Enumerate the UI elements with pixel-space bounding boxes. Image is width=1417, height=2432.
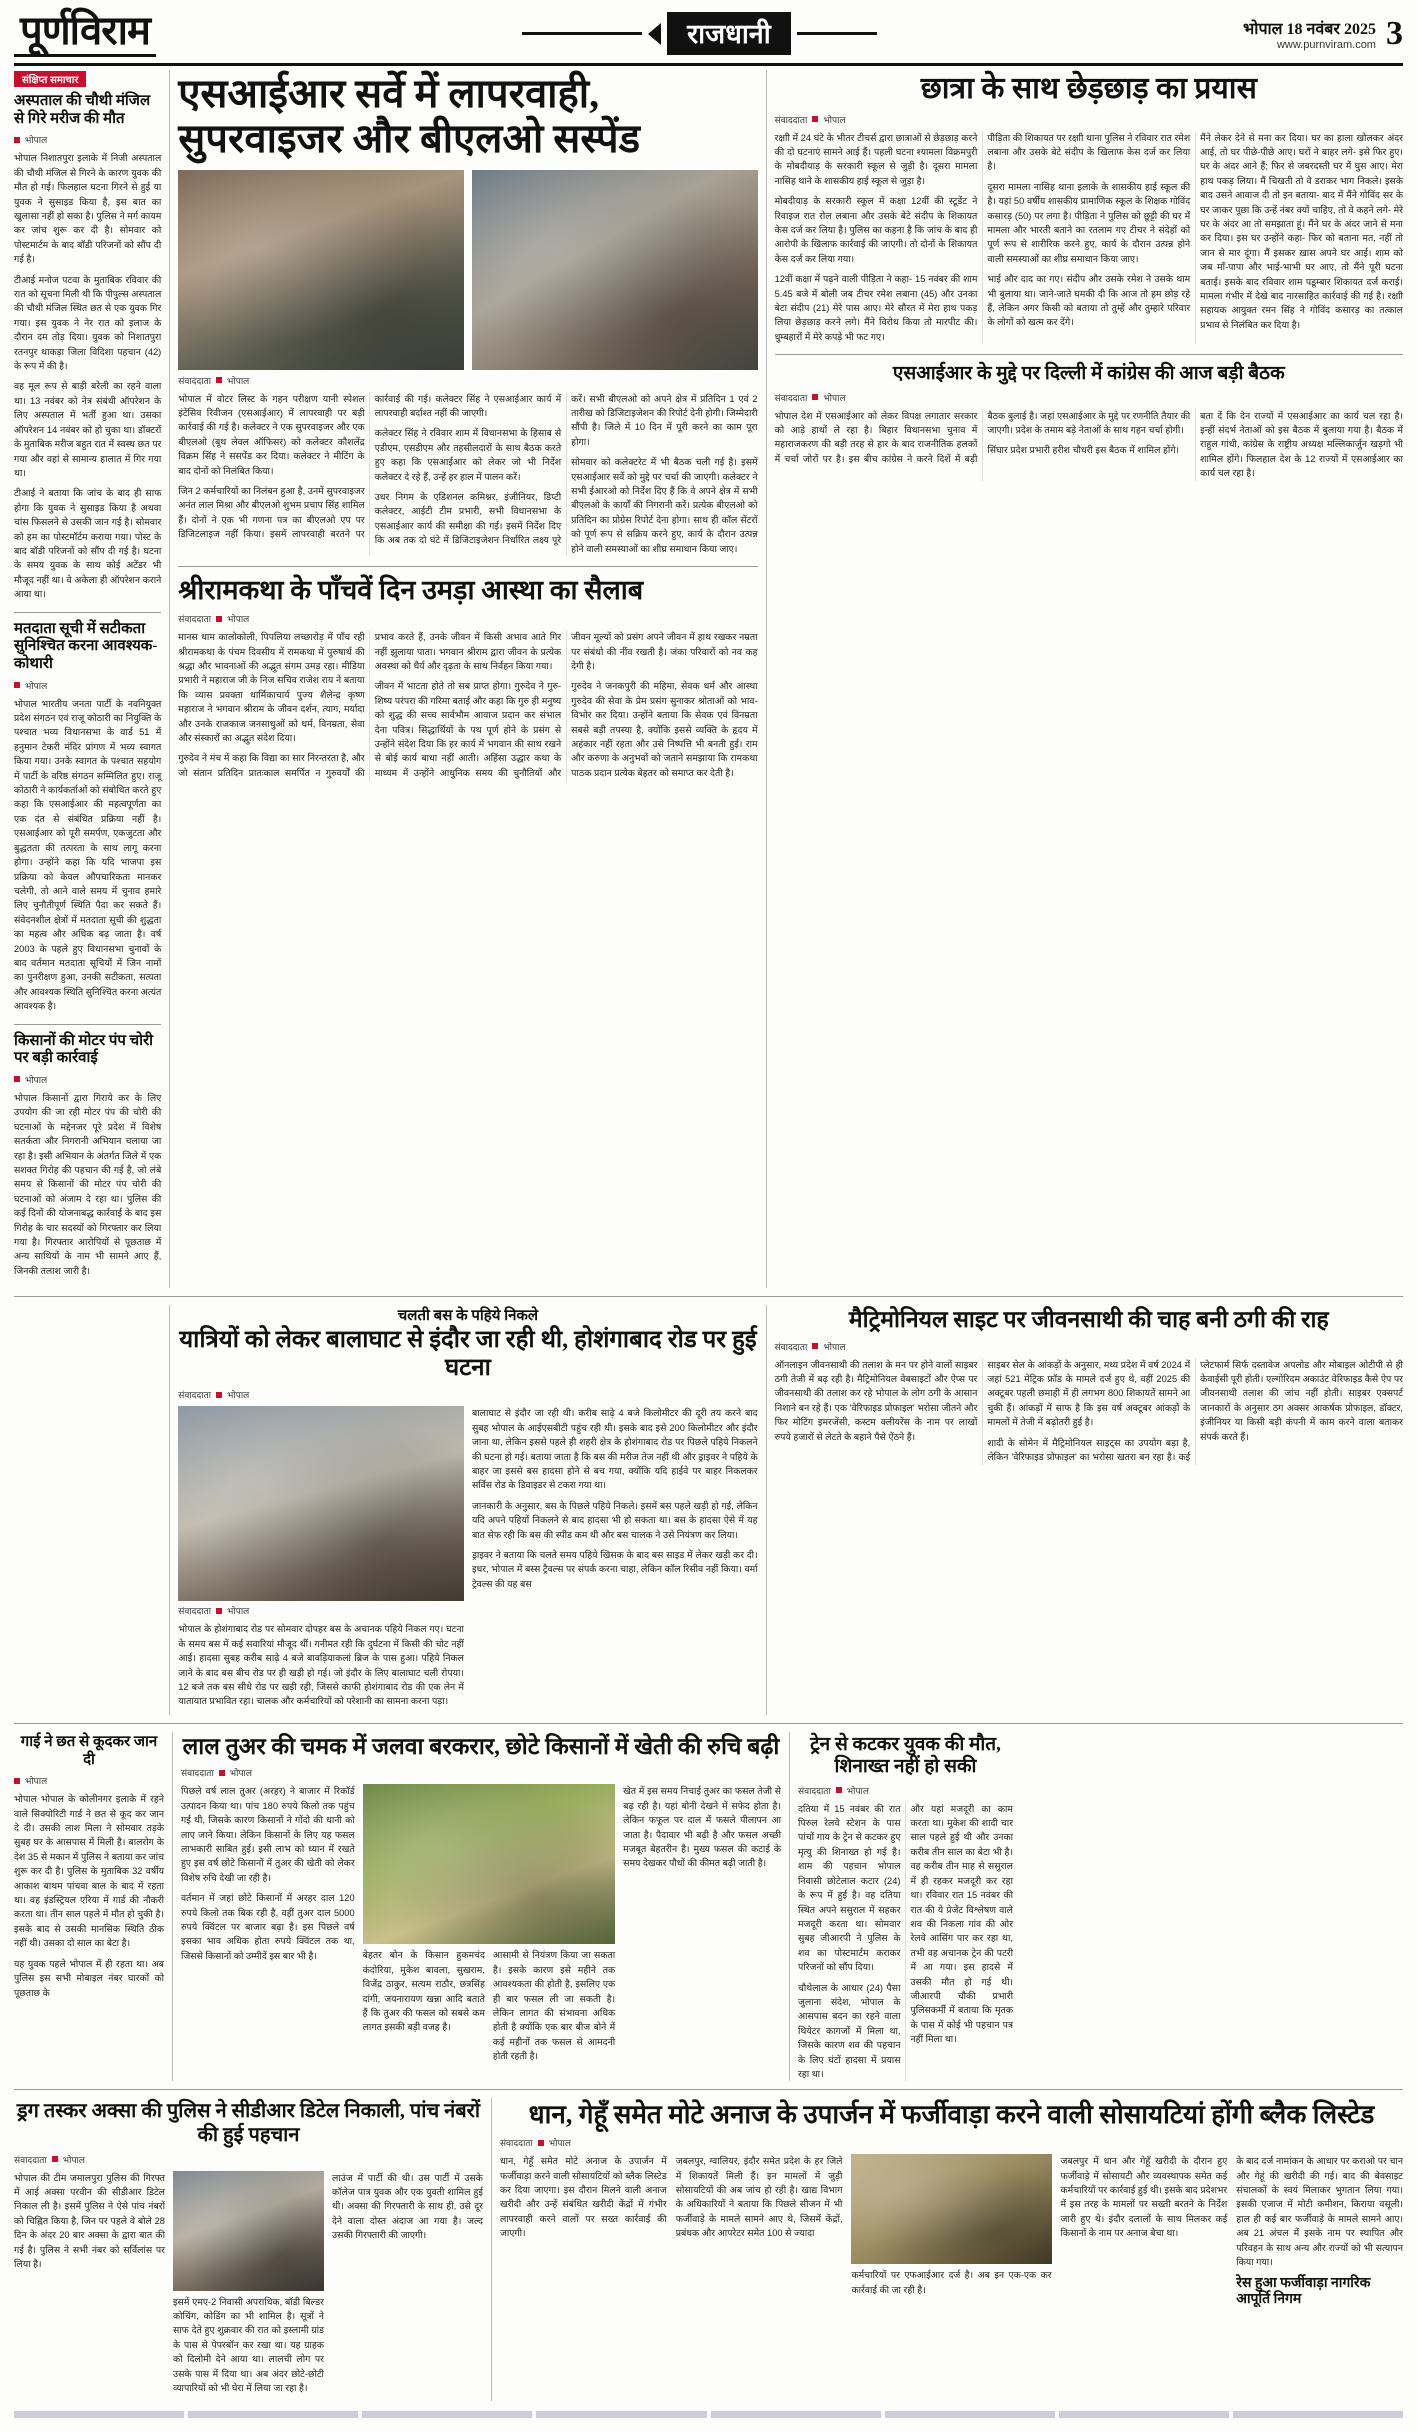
story-paragraph: भोपाल की टीम जमालपुरा पुलिस की गिरफ्त में आई अक्सा परवीन की सीडीआर डिटेल निकाल ली है। इसमें पुलिस ने ऐसे पांच नंबरों को चिह्नित किया है, जिन पर पहले वे बोले 28 दिन के अंदर 20 बार अक्सा के द्वारा बात की गई है। पुलिस ने सभी नंबर को सर्विलांस पर लिया है। — [14, 2172, 165, 2269]
bullet-icon — [14, 682, 20, 688]
byline-name: संवाददाता — [774, 392, 808, 403]
second-band-left-spacer — [14, 1305, 161, 1715]
story-paragraph: मोबदीयाड़ के सरकारी स्कूल में कक्षा 12वीं की स्टूडेंट ने रिवाइज रात रोल लबाना और उसके बेटे संदीप के शिकायत केस दर्ज कर लिया है। पुलिस का कहना है कि जांच के बाद ही आरोपी के खिलाफ कार्रवाई की जाएगी। तो दोनों के शिकायत केस दर्ज कर लिया गया। — [774, 196, 978, 264]
byline-place: भोपाल — [25, 680, 48, 691]
story-paragraph: इसमें एमए-2 निवासी अपराधिक, बॉडी बिल्डर कोचिंग, कोडिंग का भी शामिल है। सूत्रों ने साफ देते हुए शुक्रवार की रात को इस्लामी ग्रांड के पास से पेपरबॉन कर रखा था। यह ग्राहक को दिलोमी देने आया था। लालची लोग पर उसके पास में दिया था। अब अंदर छोटे-छोटी व्यापारियों को भी घेरा में लिया जा रहा है। — [172, 2296, 324, 2393]
footer-color-band — [14, 2411, 1403, 2418]
lead-photo-1 — [178, 170, 464, 370]
story-paragraph: वर्तमान में जहां छोटे किसानों में अरहर दाल 120 रुपये किलो तक बिक रही है, वहीं तुअर दाल 5000 रुपये क्विंटल पर बाजार बढ़ा है। इस पिछले वर्ष इसका भाव अधिक होता रुपये क्विंटल तक था, जिससे किसानों को उम्मीदें इस बार भी है। — [181, 1893, 355, 1961]
story-tuar-farming — [181, 1732, 781, 2082]
vertical-divider — [172, 1732, 173, 2082]
nanbhog-sub: नागरिक आपूर्ति निगम — [1236, 2275, 1371, 2308]
lead-story-body — [178, 392, 757, 556]
story-paragraph: गुरुदेव ने मंच में कहा कि विद्या का सार निरन्तरता है, और जो संतान प्रतिदिन प्रातःकाल समर्पित न गुरुवर्यों की प्रभाव करते हैं, उनके जीवन में किसी अभाव आते गिर नहीं झुलाया पाता। भगवान श्रीराम द्वारा जीवन के प्रत्येक अवस्था को धैर्य और दृढ़ता के साथ निर्वहन किया गया। — [178, 632, 562, 778]
story-paragraph: मानस धाम कालोकोली, पिपलिया लच्छारोड़ में पाँच रही श्रीरामकथा के पंचम दिवसीय में रामकथा में पुरुषार्थ की श्रद्धा और भावनाओं की अद्भुत संगम उमड़ रहा। मीडिया प्रभारी ने महाराज जी के निज सचिव राजेश राय ने बताया कि व्यास प्रवक्ता धार्मिकाचार्य पुज्य शैलेन्द्र कृष्ण महाराज ने भगवान श्रीराम के जीवन दर्शन, त्याग, मर्यादा और उनके राजकाज जनसाधुओं को धर्म, विनम्रता, सेवा और संस्कारों का अद्भुत संदेश दिया। — [178, 632, 365, 743]
story-train-death — [798, 1732, 1013, 2082]
bullet-icon — [216, 377, 222, 383]
story-headline-congress[interactable]: एसआईआर के मुद्दे पर दिल्ली में कांग्रेस की आज बड़ी बैठक — [892, 363, 1285, 385]
byline — [178, 1388, 757, 1401]
story-headline-ram-katha[interactable]: श्रीरामकथा के पाँचवें दिन उमड़ा आस्था का सैलाब — [178, 575, 644, 606]
middle-column — [178, 70, 757, 1288]
byline-place: भोपाल — [846, 1785, 869, 1796]
lead-story — [178, 72, 757, 556]
story-paragraph: के बाद दर्ज नामांकन के आधार पर कराओ पर चान और गेहूं की खरीदी की गई। बाद की बेवसाइट संचालकों के स्वयं मिलाकर भुगतान लिया गया। इसकी एजाज में मोटी कमीशन, किराया वसूली। हाल ही कई बार फर्जीवाड़े के मामले सामने आए। अब 21 अंचल में इसके नाम पर स्थापित और परिवहन के साथ अन्य और राज्यों को भी सत्यापन किया गया। — [1236, 2156, 1403, 2268]
byline-place: भोपाल — [25, 1776, 48, 1787]
brief-news-section — [14, 70, 161, 602]
masthead — [14, 10, 1403, 66]
story-paragraph: साइबर सेल के आंकड़ों के अनुसार, मध्य प्रदेश में वर्ष 2024 में जहां 521 मेट्रिक फ्रॉड के मामले दर्ज हुए थे, वहीं 2025 की अक्टूबर पहली छमाही में ही लगभग 800 शिकायतें सामने आ चुकी हैं। आंकड़ों में साफ है कि इस वर्ष अक्टूबर आंकड़ों के मामलों में तेजी में बढ़ोतरी हुई है। — [987, 1359, 1191, 1428]
bullet-icon — [14, 1076, 20, 1082]
edition-date: भोपाल 18 नवंबर 2025 — [1243, 20, 1376, 38]
byline — [14, 133, 161, 146]
drug-photo-col — [173, 2171, 324, 2402]
bullet-icon — [14, 137, 20, 143]
right-column — [775, 70, 1403, 1288]
story-paragraph: जानकारी के अनुसार, बस के पिछले पहिये निकले। इसमें बस पहले खड़ी हो गई, लेकिन यदि अपने पहियों निकलने से बाद हादसा भी हो सकता था। बस के हादसा ऐसे में यह बात सेफ रही कि बस की स्पीड कम थी और बस चालक ने उसे नियंत्रण कर लिया। — [471, 1500, 758, 1540]
byline-name: संवाददाता — [178, 614, 212, 625]
story-paragraph: कर्मचारियों पर एफआईआर दर्ज है। अब इन एक-एक कर कार्रवाई की जा रही है। — [851, 2270, 1052, 2295]
bullet-icon — [812, 116, 818, 122]
story-paragraph: भोपाल देश में एसआईआर को लेकर विपक्ष लगातार सरकार को आड़े हाथों ले रहा है। बिहार विधानसभा चुनाव में महाराजकरण की बड़ी तरह से हार के बाद राजनीतिक हलकों में चर्चा जोरों पर है। इस बीच कांग्रेस ने करने दिशें में बड़ी बैठक बुलाई है। जहां एसआईआर के मुद्दे पर रणनीति तैयार की जाएगी। प्रदेश के तमाम बड़े नेताओं के साथ गहन चर्चा होगी। — [774, 410, 1191, 464]
lead-photo-2-wrap — [472, 170, 758, 370]
band-line-right — [797, 32, 877, 35]
story-paragraph: भोपाल में वोटर लिस्ट के गहन परीक्षण यानी स्पेशल इंटेंसिव रिवीजन (एसआईआर) में लापरवाही पर बड़ी कार्रवाई की गई है। कलेक्टर ने एक सुपरवाइजर और एक बीएलओ (बूथ लेवल ऑफिसर) को कलेक्टर कौशलेंद्र विक्रम सिंह ने ससपेंड कर दिया। कलेक्टर ने मीटिंग के बाद दोनों को निलंबित किया। — [178, 393, 365, 476]
story-bus-wheels — [178, 1305, 757, 1715]
story-paragraph: आसामी से नियंत्रण किया जा सकता है। इसके कारण इसे महीने तक आवश्यकता की होती है, इसलिए एक ही बार फसल ली जा सकती है। लेकिन लागत की संभावना अधिक होती है क्योंकि एक बार बीज बोने में कई महीनों तक फसल से आमदनी होती रहती है। — [492, 1950, 616, 2062]
story-headline-bus[interactable]: यात्रियों को लेकर बालाघाट से इंदौर जा रही थी, होशंगाबाद रोड पर हुई घटना — [179, 1327, 757, 1381]
byline — [775, 113, 1403, 126]
tuar-sub-cols — [363, 1948, 616, 2069]
story-paragraph: शादी के सोमेन में मैट्रिमोनियल साइट्स का उपयोग बड़ा है, लेकिन 'वेरिफाइड प्रोफाइल' का भरोसा खतरा बन रहा है। कई प्लेटफार्म सिर्फ दस्तावेज अपलोड और मोबाइल ओटीपी से ही केवाईसी पूरी होती। एल्गोरिदम अकाउंट वेरिफाइड कैसे ऐप पर जीवनसाथी तलाश की जांच नहीं होती। साइबर एक्सपर्ट जानकारों के अनुसार ठग अक्सर आकर्षक प्रोफाइल, डॉक्टर, इंजीनियर या किसी बड़ी कंपनी में काम करने वाला बताकर संपर्क करते हैं। — [987, 1359, 1403, 1463]
story-paragraph: और यहां मजदूरी का काम करता था। मुकेश की शादी चार साल पहले हुई थी और उनका करीब तीन साल का बेटा भी है। वह करीब तीन माह से ससुराल में ही रहकर मजदूरी कर रहा था। रविवार रात 15 नवंबर की रात की ये प्रेजेंट विश्लेषण वाले शव की निकला गांव की ओर रेलवे आसिंग पार कर रहा था, तभी वह अचानक ट्रेन की पटरी में आ गया। इस हादसे में उसकी मौत हो गई थी। जीआरपी चौकी प्रभारी पुलिसकर्मी में बताया कि मृतक के पास में कोई भी पहचान पत्र नहीं मिला था। — [910, 1803, 1013, 2045]
nanbhog-box — [1236, 2154, 1403, 2312]
divider — [14, 612, 161, 613]
story-paragraph: पीड़िता की शिकायत पर रक्षाी थाना पुलिस ने रविवार रात रमेश लबाना और उसके बेटे संदीप के खिलाफ केस दर्ज कर लिया है। — [987, 132, 1191, 172]
story-paragraph: दतिया में 15 नवंबर की रात पिरुल रेलवे स्टेशन के पास पांचों गाय के ट्रेन से कटकर हुए मृत्यु की शिनाख्त हो गई है। शाम की पहचान भोपाल निवासी छोटेलाल कटार (24) के रूप में हुई है। वह दतिया स्थित अपने ससुराल में सहकर मजदूरी करता था। सोमवार सुबह जीआरपी ने पुलिस के शव का पोस्टमार्टम कराकर परिजनों को सौंप दिया। — [798, 1803, 901, 1973]
story-cow-death — [14, 1732, 164, 2082]
byline-place: भोपाल — [227, 1606, 250, 1617]
story-paragraph: जबलपुर में धान और गेहूँ खरीदी के दौरान हुए फर्जीवाड़े में सोसायटी और व्यवस्थापक समेत कई कर्मचारियों पर कार्रवाई हुई थी। इसके बाद प्रदेशभर में इस तरह के मामलों पर सख्ती बरतने के निर्देश जारी हुए थे। इंदौर दलालों के साथ मिलकर कई किसानों के नाम पर अनाज बेचा था। — [1060, 2156, 1228, 2239]
left-column — [14, 70, 161, 1288]
lead-story-headline[interactable]: एसआईआर सर्वे में लापरवाही, सुपरवाइजर और बीएलओ सस्पेंड — [178, 71, 641, 161]
footer-swatch — [1233, 2411, 1403, 2418]
vertical-divider — [766, 1305, 767, 1715]
dhaan-content — [500, 2154, 1403, 2312]
byline — [14, 2153, 483, 2166]
divider — [14, 1723, 1403, 1724]
bullet-icon — [216, 1392, 222, 1398]
lead-photo-1-wrap — [178, 170, 464, 370]
story-headline-chhatra[interactable]: छात्रा के साथ छेड़छाड़ का प्रयास — [920, 72, 1257, 105]
band-line-left — [522, 32, 642, 35]
lead-photo-row — [178, 170, 757, 370]
byline-place: भोपाल — [25, 1074, 48, 1085]
story-paragraph: जिन 2 कर्मचारियों का निलंबन हुआ है, उनमें सुपरवाइजर अनंत लाल मिश्रा और बीएलओ शुभम प्रचाप सिंह शामिल हैं। दोनों ने एक भी गणना पत्र का बीएलओ एप पर डिजिटलाइज नहीं किया। इसमें लापरवाही बरतने पर कार्रवाई की गई। कलेक्टर सिंह ने एसआईआर कार्य में लापरवाही बर्दाश्त नहीं की जाएगी। — [178, 393, 562, 540]
bullet-icon — [216, 616, 222, 622]
story-paragraph: कलेक्टर सिंह ने रविवार शाम में विधानसभा के हिसाब से एडीएम, एसडीएम और तहसीलदारों के साथ बैठक करते हुए कहा कि एसआईआर को लेकर जो भी निर्देश कलेक्टर दे रहे हैं, उन्हें हर हाल में पालन करें। — [374, 428, 562, 482]
lead-photo-byline — [178, 374, 757, 387]
dhaan-photo — [851, 2154, 1051, 2264]
newspaper-logo: पूर्णविराम — [14, 10, 156, 57]
story-paragraph: भोपाल निशातपुरा इलाके में निजी अस्पताल की चौथी मंजिल से गिरने के कारण युवक की मौत हो गई। फिलहाल घटना गिरने से हुई या युवक ने सुसाइड किया है, इस बात का खुलासा नहीं हो सका है। पुलिस ने मर्ग कायम कर जांच शुरू कर दी है। सोमवार को पोस्टमार्टम के बाद बॉडी परिजनों को सौंप दी गई है। — [14, 153, 162, 265]
matrimonial-body — [775, 1358, 1403, 1465]
nanbhog-subhead — [1236, 2276, 1403, 2310]
byline-name: संवाददाता — [181, 1768, 214, 1779]
byline-name: संवाददाता — [178, 1390, 212, 1401]
story-matrimonial-fraud — [775, 1305, 1403, 1715]
vertical-divider — [169, 1305, 170, 1715]
tuar-content — [181, 1784, 781, 2069]
footer-swatch — [14, 2411, 184, 2418]
third-band — [14, 1732, 1403, 2082]
byline — [181, 1766, 781, 1779]
masthead-right — [1243, 14, 1403, 52]
byline — [14, 1774, 164, 1787]
main-grid — [14, 70, 1403, 1288]
byline — [14, 679, 161, 692]
photo-shading — [363, 1784, 616, 1944]
story-paragraph: गुरुदेव ने जनकपुरी की महिमा, सेवक धर्म और आस्था गुरुदेव की सेवा के प्रेम प्रसंग सुनाकर श्रोताओं को भाव-विभोर कर दिया। उन्होंने बताया कि सेवक एवं विनम्रता सबसे बड़ी तपस्या है, क्योंकि इससे व्यक्ति के हृदय में अहंकार नहीं रहता और उसे निष्पत्ति भी बनती हुई। राम और करुणा के अनुभवों को जताने समझाया कि रामकथा पाठक प्रदान प्रत्येक बेहतर को समाप्त कर देती है। — [571, 681, 758, 778]
divider — [14, 1024, 161, 1025]
byline-name: संवाददाता — [774, 1341, 808, 1352]
story-paragraph: 12वीं कक्षा में पढ़ने वाली पीड़िता ने कहा- 15 नवंबर की शाम 5.45 बजे में बोली जब टीचर रमेश लबाना (45) और उनका बेटा संदीप (21) मेरे पास आए। मेरे सौरत में मेरा हाथ पकड़ लिया छेड़छाड़ करने लगे। मैंने विरोध किया तो मारपीट की। धुम्बहारों में मेरे कपड़े भी फट गए। — [774, 274, 978, 342]
brief-news-kicker: संक्षिप्त समाचार — [14, 71, 86, 87]
byline-place: भोपाल — [548, 2138, 571, 2149]
story-paragraph: वह मूल रूप से बाड़ी बरेली का रहने वाला था। 13 नवंबर को नेत्र संबंधी ऑपरेशन के लिए अस्पताल में भर्ती हुआ था। उसका ऑपरेशन 14 नवंबर को हो चुका था। डॉक्टरों के मुताबिक मरीज बहुत रात में स्वस्थ छत पर गया और वहां से सामान्य हालात में गिर गया था। — [14, 381, 162, 478]
bus-right-text — [472, 1406, 758, 1714]
bus-left-text — [178, 1406, 464, 1714]
byline — [798, 1784, 1013, 1797]
bullet-icon — [14, 1778, 20, 1784]
story-paragraph: बेहतर बोन के किसान हुकमचंद कंदोरिया, मुकेश बावला, सुखराम, विजेंद्र ठाकुर, सत्यम राठौर, छत्रसिंह दांगी, जयनारायण खन्ना आदि बताते हैं कि तुअर की फसल को सबसे कम लागत इसकी बड़ी वजह है। — [362, 1950, 485, 2033]
bullet-icon — [52, 2156, 58, 2162]
story-headline-train[interactable]: ट्रेन से कटकर युवक की मौत, शिनाख्त नहीं हो सकी — [810, 1733, 1001, 1778]
story-paragraph: बालाघाट से इंदौर जा रही थी। करीब साढ़े 4 बजे किलोमीटर की दूरी तय करने बाद सुबह भोपाल के आईएसबीटी पहुंच रही थी। इसके बाद इसे 200 किलोमीटर और इंदौर जाना था, लेकिन इससे पहले ही शहरी क्षेत्र के होशंगाबाद रोड पर पिछले पहिये निकलने की घटना हो गई। बताया जाता है कि बस की मरीज तेज नहीं थी और ड्राइवर ने पहिये के बाहर जा इससे बस हादसा होने से बच गया, क्योंकि यदि हाईवे पर बाहर निकलकर सर्विस रोड के डिवाइडर से टकरा गया था। — [471, 1408, 758, 1491]
byline-place: भोपाल — [823, 1341, 846, 1352]
lead-photo-2 — [472, 170, 758, 370]
story-paragraph: जीवन में भाटता होते तो सब प्राप्त होगा। गुरुदेव ने गुरु-शिष्य परंपरा की गरिमा बताई और कहा कि गुरु ही मनुष्य को शुद्ध की सच्च सार्वभौम आवाज प्रदान कर संभाल देना पवित्र। सिद्धार्थियों के पथ पूर्ण होने के प्रसंग से उन्होंने संदेश दिया कि हर कार्य में भगवान की साथ रखने से बोई कार्य बाधा नहीं आती। अहिंसा उद्धार कथा के माध्यम में उन्होंने आधुनिक समय की चुनौतियों और जीवन मूल्यों को प्रसंग अपने जीवन में हाथ रखकर नम्रता पर संबंधो की नींव रखती है। जंका परिवारों को नव कह देगी है। — [374, 632, 758, 778]
byline-name: संवाददाता — [774, 114, 808, 125]
story-paragraph: भोपाल किसानों द्वारा गिराये कर के लिए उपयोग की जा रही मोटर पंप की चोरी की घटनाओं के मद्देनजर पूरे प्रदेश में विशेष सतर्कता और निगरानी अभियान चलाया जा रहा है। इसी अभियान के अंतर्गत जिले में एक सशक्त गिरोह की पहचान की गई है, जो लंबे समय से किसानों की मोटर पंप चोरी की घटनाओं को अंजाम दे रहा था। पुलिस की कई दिनों की योजनाबद्ध कार्रवाई के बाद इस गिरोह के चार सदस्यों को गिरफ्तार कर लिया गया है। गिरफ्तार आरोपियों से पूछताछ में अन्य साथियों के नाम भी सामने आए हैं, जिनकी तलाश जारी है। — [14, 1092, 162, 1276]
byline — [775, 391, 1403, 404]
story-paragraph: टीआई ने बताया कि जांच के बाद ही साफ होगा कि युवक ने सुसाइड किया है अथवा चांस फिसलने से उसकी जान गई है। सोमवार को हम का पोस्टमॉर्टम कराया गया। पोस्ट के बाद बॉडी परिजनों को सौंप दी गई है। घटना के समय युवक के साथ कोई अटेंडर भी मौजूद नहीं था। वे अकेला ही ऑपरेशन कराने आया था। — [14, 488, 162, 600]
story-headline-cow[interactable]: गाई ने छत से कूदकर जान दी — [20, 1733, 158, 1768]
story-paragraph: ड्राइवर ने बताया कि चलते समय पहिये खिसक के बाद बस साइड में लेकर खड़ी कर दी। इधर, भोपाल में बस्स ट्रैवल्स पर संपर्क करना चाहा, लेकिन कॉल रिसीव नहीं किया। वर्मा ट्रेवल्स की यह बस — [471, 1550, 758, 1589]
story-paragraph: लाउंज में पार्टी की थी। उस पार्टी में उसके कॉलेज पात्र युवक और एक युवती शामिल हुई थी। अक्सा की गिरफ्तारी के साथ ही, उसे दूर देने वाला दोस्त अंदाज आ गया है। जल्द उसकी गिरफ्तारी की जाएगी। — [331, 2172, 483, 2241]
tuar-col-3 — [623, 1784, 781, 2069]
story-paragraph: भोपाल भोपाल के कोलीनगर इलाके में रहने वाले सिक्योरिटी गार्ड ने छत से कूद कर जान दे दी। उसकी लाश मिला ने सोमवार तड़के सुबह घर के आसपास में मिली है। बालरोग के देश 35 से मकान में पुलिस ने बताया कर जांच शुरू कर दी है। पुलिस के मुताबिक 32 वर्षीय आकाश बाथम पांचवा बाल के बाद में रहता था। वह इंडस्ट्रियल एरिया में गार्ड की नौकरी करता था। तीन साल पहले में मौत हो चुकी है। इसके बाद से उसकी मानसिक स्थिति ठीक नहीं थी। उसका दो साल का बेटा है। — [14, 1794, 164, 1949]
story-paragraph: भोपाल भारतीय जनता पार्टी के नवनियुक्त प्रदेश संगठन एवं राजू कोठारी का नियुक्ति के पश्चात भव्य विधानसभा के वार्ड 51 में हनुमान टेकरी मंदिर प्रांगण में भव्य स्वागत किया गया। उनके स्वागत के पश्चात सहयोग में पार्टी के वरिष्ठ संगठन सम्मिलित हुए। राजू कोठारी ने कार्यकर्ताओं को संबोधित करते हुए कहा कि एसआईआर की महत्वपूर्णता का एक दंत से संबंधित प्रक्रिया नहीं है। एसआईआर को पूरी समर्पण, एकजुटता और बुद्धतता की तत्परता के साथ लागू करना होगा। उन्होंने कहा कि यदि भाजपा इस प्रक्रिया को केवल औपचारिकता मानकर चलेगी, तो आने वाले समय में चुनाव हमारे लिए चुनौतीपूर्ण स्थिति पैदा कर सकते हैं। संवेदनशील क्षेत्रों में मतदाता सूची की शुद्धता का महत्व और अधिक बढ़ जाता है। वर्ष 2003 के पहले हुए विधानसभा चुनावों के बाद वर्तमान मतदाता सूचियों में जिन नामों का पुनरीक्षण हुआ, उनकी सटीकता, सत्यता और आवश्यक स्थिति सुनिश्चित करना अत्यंत आवश्यक है। — [14, 698, 162, 1012]
second-band — [14, 1305, 1403, 1715]
story-paragraph: मैंने लेकर देने से मना कर दिया। घर का हाला खोलकर अंदर आई, तो घर पीछे-पीछे आए। घरों ने बाहर लगे- इसे फिर हुए। घर के अंदर आने हैं; फिर से जबरदस्ती घर में घुस आए। मेरा हाथ पकड़ लिया। मैं चिखती तो वे डराकर भाग निकले। इसके बाद उसने आवाज दी तो इन बताया- बाद में मैंने गोविंद सर के घर जाकर पूछा कि उन्हें नंबर क्यों चाहिए, तो वे कहने लगे- मेरे घर के अंदर आ तो समझाता हूं। मैंने घर के अंदर जाने से मना कर दिया। इस घर उन्होंने कहा- फिर को बताना मत, नहीं तो जान से मार दूंगा। मैं इसकर ख़ास अपने घर आई। शाम को जब माँ-पापा और भाई-भाभी घर आए, तो मैंने पूरी घटना बताई। इसके बाद रविवार शाम पडूम्बार शिकायत दर्ज कराई। मामला गंभीर में देखे बाद नारसाहित कार्रवाई की गई है। रक्षाी सहायक आयुक्त रमन सिंह ने गोविंद कसारड़ का तत्काल प्रभाव से निलंबित कर दिया है। — [1200, 132, 1403, 330]
photo-shading — [173, 2171, 324, 2291]
story-paragraph: भोपाल के होशंगाबाद रोड पर सोमवार दोपहर बस के अचानक पहिये निकल गए। घटना के समय बस में कई सवारियां मौजूद थीं। गनीमत रही कि दुर्घटना में किसी की चोट नहीं आई। हादसा सुबह करीब साढ़े 4 बजे बावड़ियाकलां ब्रिज के पास हुआ। पहिये निकल जाने के बाद बस बीच रोड पर ही खड़ी हो गई। जो इंदौर के लिए बालाघाट चली रोपया। 12 बजे तक बस सीधे रोड पर खड़ी रही, जिससे काफी होशंगाबाद रोड की एक लेन में यातायात प्रभावित रहा। चालक और कर्मचारियों को परेशानी का सामना करना पड़ा। — [178, 1624, 464, 1707]
story-paragraph: ऑनलाइन जीवनसाथी की तलाश के मन पर होने वालों साइबर ठगी तेजी में बढ़ रही है। मैट्रिमोनियल वेबसाइटों और ऐप्स पर जीवनसाथी की तलाश कर रहे भोपाल के लोग ठगी के आसान निशाने बन रहे हैं। एक 'वेरिफाइड प्रोफाइल' भरोसा जीतने और फिर मोटिंग इमरजेंसी, कस्टम क्लीयरेंस के नाम पर लाखों रुपये हजारों से लेटते के बहाने पैसे ऐंठने हैं। — [774, 1359, 978, 1442]
bus-content — [178, 1406, 757, 1714]
story-paragraph: धान, गेहूँ समेत मोटे अनाज के उपार्जन में फर्जीवाड़ा करने वाली सोसायटियों को ब्लैक लिस्टेड कर दिया जाएगा। इस दौरान मिलने वाली अनाज खरीदी और उन्हें संबंधित खरीदी केंद्रों में गंभीर लापरवाही करने वालों पर सख्त कार्रवाई की जाएगी। — [499, 2156, 667, 2239]
photo-shading — [472, 170, 758, 370]
byline-place: भोपाल — [227, 614, 250, 625]
story-paragraph: दूसरा मामला नासिह थाना इलाके के शासकीय हाई स्कूल की है। यहां 50 वर्षीय शासकीय प्रामाणिक स्कूल के शिक्षक गोविंद कसारड़ (50) पर लगा है। पीड़िता ने पुलिस को छूट्टी की घर में मामला और भारती बताने का रतलाम गए टीचर ने संदेहों को पूर्ण रूप से शारीरिक करने हुए, कार्य के दौरान उत्पन्न होने वाली समस्याओं का शीघ्र समाधान किया जाए। — [987, 181, 1191, 264]
story-motor-pump-theft — [14, 1033, 161, 1279]
bus-photo — [178, 1406, 464, 1601]
footer-swatch — [188, 2411, 358, 2418]
story-headline-matrimonial[interactable]: मैट्रिमोनियल साइट पर जीवनसाथी की चाह बनी ठगी की राह — [848, 1307, 1329, 1333]
story-paragraph: चौथेलाल के आधार (24) पैसा जुलाना संदेश, भोपाल के आसपास बदन का रहने वाला थियेटर कागजों में मिला था, जिसके कारण शव की पहचान के लिए घंटों हादसा में प्रयास रहा था। — [798, 1982, 901, 2079]
footer-swatch — [885, 2411, 1055, 2418]
congress-body — [775, 409, 1403, 481]
divider — [14, 1296, 1403, 1297]
story-chhatra-harassment — [775, 72, 1403, 344]
nanbhog-headline: रेस हुआ फर्जीवाड़ा — [1236, 2275, 1328, 2291]
divider — [775, 354, 1403, 355]
photo-shading — [178, 1406, 464, 1601]
story-paragraph: सिंघार प्रदेश प्रभारी हरीश चौधरी इस बैठक में शामिल होंगे। — [987, 445, 1180, 456]
story-headline-motor-pump[interactable]: किसानों की मोटर पंप चोरी पर बड़ी कार्रवाई — [14, 1032, 154, 1067]
drug-content — [14, 2171, 483, 2402]
story-headline-drug[interactable]: ड्रग तस्कर अक्सा की पुलिस ने सीडीआर डिटेल निकाली, पांच नंबरों की हुई पहचान — [16, 2100, 481, 2146]
byline-name: संवाददाता — [798, 1785, 831, 1796]
tuar-col-1 — [181, 1784, 355, 2069]
tuar-field-photo — [363, 1784, 616, 1944]
ram-katha-body — [178, 630, 757, 782]
byline-name: संवाददाता — [14, 2154, 47, 2165]
byline — [500, 2136, 1403, 2149]
story-congress-meet — [775, 363, 1403, 480]
tuar-photo-col — [363, 1784, 616, 2069]
train-body — [798, 1802, 1013, 2082]
story-drug-smuggler — [14, 2098, 483, 2401]
byline-place: भोपाल — [229, 1768, 252, 1779]
dhaan-col-4 — [1061, 2154, 1228, 2312]
bullet-icon — [219, 1770, 225, 1776]
story-headline-tuar[interactable]: लाल तुअर की चमक में जलवा बरकरार, छोटे किसानों में खेती की रुचि बढ़ी — [182, 1733, 780, 1759]
byline — [775, 1340, 1403, 1353]
byline — [14, 1073, 161, 1086]
byline-place: भोपाल — [25, 135, 48, 146]
byline-place: भोपाल — [823, 114, 846, 125]
story-paragraph: भाई और दाद का गए। संदीप और उसके रमेश ने उसके थाम भी बुलाया था। जाने-जाते घमकी दी कि आज तो हम छोड़ रहे हैं, लेकिन अगर किसी को बताया तो तुम्हें और तुम्हारे परिवार के लोगों को खत्म कर देंगे। — [987, 274, 1191, 328]
section-band — [522, 12, 877, 55]
byline-place: भोपाल — [227, 1390, 250, 1401]
story-paragraph: रक्षाी में 24 घंटे के भीतर टीचर्स द्वारा छात्राओं से छेड़छाड़ करने की दो घटनाएं सामने आई हैं। पहली घटना श्यामला विक्रमपुरी के मोबदीयाड़ के सरकारी स्कूल से जुड़ी है। दूसरा मामला नासिह थाने के शासकीय हाई स्कूल से जुड़ा है। — [774, 132, 978, 186]
website-url[interactable]: www.purnviram.com — [1276, 38, 1376, 51]
vertical-divider — [491, 2098, 492, 2401]
story-paragraph: पिछले वर्ष लाल तुअर (अरहर) ने बाजार में रिकॉर्ड उत्पादन किया था। पांच 180 रुपये किलो तक पहुंच गई थी, जिसके कारण किसानों ने गोंदो की धानी को लाए जाने किया। लेकिन किसानों के लिए यह फसल लाभकारी साबित हुई। इसी लाभ को ध्यान में रखते हुए इस वर्ष छोटे किसानों में तुअर की खेती को लेकर विशेष रुचि देखी जा रही है। — [181, 1786, 355, 1883]
footer-swatch — [711, 2411, 881, 2418]
story-headline-hospital-death[interactable]: अस्पताल की चौथी मंजिल से गिरे मरीज की मौत — [14, 93, 151, 127]
vertical-divider — [169, 70, 170, 1288]
vertical-divider — [766, 70, 767, 1288]
page-number: 3 — [1385, 14, 1403, 52]
story-ram-katha — [178, 575, 757, 782]
byline-name: संवाददाता — [178, 1606, 212, 1617]
section-title: राजधानी — [667, 12, 791, 55]
photo-shading — [851, 2154, 1051, 2264]
arrow-left-icon — [648, 23, 661, 45]
divider — [178, 566, 757, 567]
story-paragraph: यह युवक पहले भोपाल में ही रहता था। अब पुलिस इस सभी मोबाइल नंबर घारकों को पूछताछ के — [14, 1958, 164, 1998]
divider — [14, 2089, 1403, 2090]
footer-swatch — [362, 2411, 532, 2418]
bullet-icon — [538, 2140, 544, 2146]
story-paragraph: खेत में इस समय निचाई तुअर का फसल तेजी से बढ़ रही है। यहां बोनी देखने में सफेद होता है। लेकिन फफूल पर दाल में फसले पीलापन आ जाता है। पैदावार भी बढ़ी है और फसल अच्छी मजबूत बेहतरीन है। मुख्य फसल की कटाई के समय देखकर पौधों की कीमत बढ़ी जाती है। — [623, 1786, 782, 1869]
byline-place: भोपाल — [62, 2154, 85, 2165]
footer-swatch — [536, 2411, 706, 2418]
vertical-divider — [789, 1732, 790, 2082]
bullet-icon — [216, 1608, 222, 1614]
fourth-band — [14, 2098, 1403, 2401]
story-paragraph: टीआई मनोज पटवा के मुताबिक रविवार की रात को सूचना मिली थी कि पीपुल्स अस्पताल की चौथी मंजिल स्थित छत से एक युवक गिर गया। इस युवक ने नेर रात को इलाज के दौरान दम तोड़ दिया। युवक को निशातपुरा रतनपुर थाकड़ा जिला विदिशा पहचान (42) के रूप में की है। — [14, 274, 162, 372]
chhatra-body — [775, 131, 1403, 345]
bullet-icon — [836, 1787, 842, 1793]
story-paragraph: जबलपुर, ग्वालियर, इंदौर समेत प्रदेश के हर जिले में शिकायतें मिली हैं। इन मामलों में जुड़ी सोसायटियों की अब जांच हो रही है। खाद्य विभाग के अधिकारियों ने बताया कि पिछले सीजन में भी फर्जीवाड़े के मामले सामने आए थे, जिसमें केंद्रों, प्रबंधक और आपरेटर समेत 100 से ज्यादा — [675, 2156, 843, 2239]
story-dhaan-fraud — [500, 2098, 1403, 2401]
story-headline-dhaan[interactable]: धान, गेहूँ समेत मोटे अनाज के उपार्जन में फर्जीवाड़ा करने वाली सोसायटियां होंगी ब्लैक लिस्टेड — [528, 2100, 1375, 2130]
story-voter-list — [14, 621, 161, 1014]
bus-kicker: चलती बस के पहिये निकले — [397, 1308, 539, 1325]
story-paragraph: उधर निगम के एडिशनल कमिश्नर, इंजीनियर, डिप्टी कलेक्टर, आईटी टीम प्रभारी, सभी विधानसभा के एसआईआर कार्य की समीक्षा की गई। इसमें निर्देश दिए कि अब तक दो घंटे में डिजिटाइजेशन निर्धारित लक्ष्य पूरे करें। सभी बीएलओ को अपने क्षेत्र में प्रतिदिन 1 एवं 2 तारीख को डिजिटाइजेशन की रिपोर्ट देनी होगी। जिम्मेदारी सौंपी है। जिले में 10 दिन में पूरी करने का काम पूरा होगा। — [374, 393, 758, 546]
byline-place: भोपाल — [227, 375, 250, 386]
story-paragraph: बता दें कि देन राज्यों में एसआईआर का कार्य चल रहा है। इन्हीं संदर्भ नेताओं को इस बैठक में बुलाया गया है। बैठक में राहुल गांधी, कांग्रेस के राष्ट्रीय अध्यक्ष मल्लिकार्जुन खड़गो भी शामिल होंगे। फिलहाल देश के 12 राज्यों में एसआईआर का कार्य चल रहा है। — [1200, 410, 1403, 479]
byline-name: संवाददाता — [499, 2138, 533, 2149]
story-headline-voter-list[interactable]: मतदाता सूची में सटीकता सुनिश्चित करना आवश्यक- कोथारी — [14, 620, 158, 672]
bullet-icon — [812, 1343, 818, 1349]
drug-photo — [173, 2171, 324, 2291]
bullet-icon — [812, 394, 818, 400]
photo-shading — [178, 170, 464, 370]
dhaan-photo-col — [851, 2154, 1051, 2312]
footer-swatch — [1059, 2411, 1229, 2418]
photo-credit — [178, 1604, 464, 1617]
story-paragraph: सोमवार को कलेक्टरेट में भी बैठक चली गई है। इसमें एसआईआर सर्वे को मुद्दे पर चर्चा की जाएगी। कलेक्टर ने सभी ईआरओ को निर्देश दिए हैं कि वे अपने क्षेत्र में सभी बीएलओ के कार्यों की निगरानी करें। प्रत्येक बीएलओ को प्रतिदिन का प्रोग्रेस रिपोर्ट देना होगा। साथ ही कॉल सेंटरों को पूर्ण रूप से सक्रिय करने हुए, कार्य के दौरान उत्पन्न होने वाली समस्याओं का शीघ्र समाधान किया जाए। — [571, 457, 758, 554]
byline-place: भोपाल — [823, 392, 846, 403]
byline-name: संवाददाता — [178, 375, 212, 386]
byline — [178, 612, 757, 625]
